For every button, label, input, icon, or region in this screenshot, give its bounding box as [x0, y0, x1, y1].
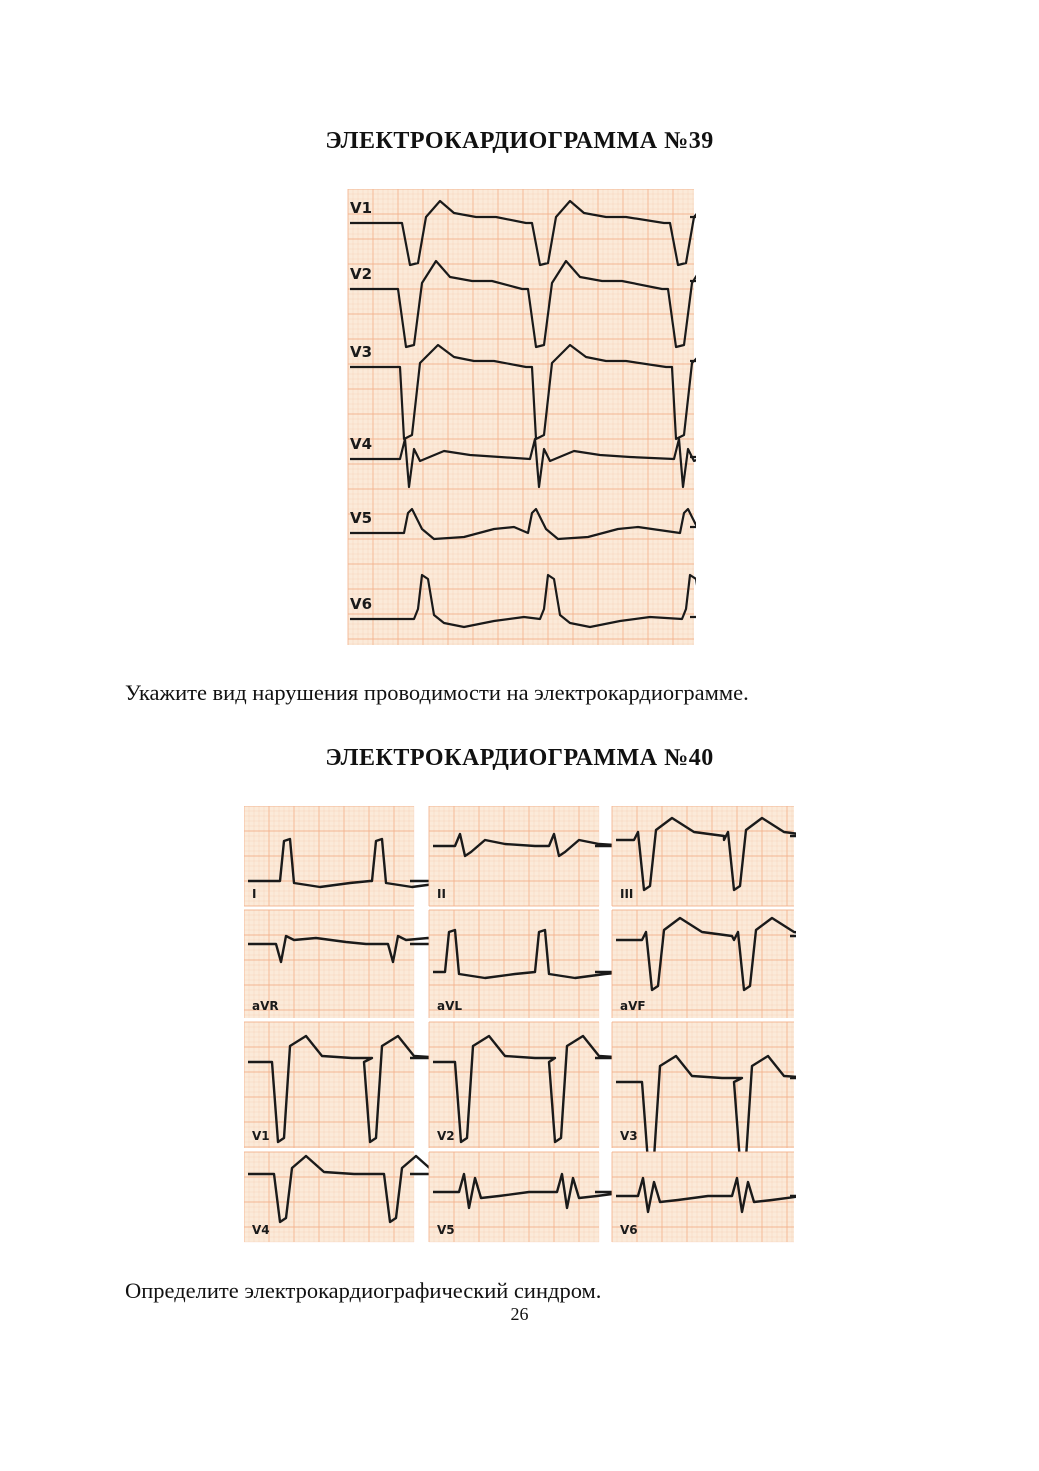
ecg-grid — [612, 1022, 794, 1148]
lead-label-v1: V1 — [252, 1129, 270, 1143]
lead-label-avf: aVF — [620, 999, 646, 1013]
lead-label-v3: V3 — [350, 343, 373, 361]
lead-label-iii: III — [620, 887, 634, 901]
lead-label-v4: V4 — [252, 1223, 270, 1237]
ecg-grid — [429, 806, 599, 906]
heading-ecg-40: ЭЛЕКТРОКАРДИОГРАММА №40 — [325, 745, 714, 771]
ecg-grid — [244, 806, 414, 906]
lead-label-v4: V4 — [350, 435, 373, 453]
lead-label-i: I — [252, 887, 257, 901]
lead-label-avr: aVR — [252, 999, 279, 1013]
lead-label-v1: V1 — [350, 199, 373, 217]
lead-label-v5: V5 — [350, 509, 373, 527]
ecg-grid — [348, 189, 694, 645]
question-ecg-40: Определите электрокардиографический синдром. — [125, 1278, 602, 1303]
ecg-39-image — [344, 189, 696, 647]
page-number: 26 — [510, 1304, 529, 1324]
lead-label-v6: V6 — [350, 595, 373, 613]
lead-label-ii: II — [437, 887, 446, 901]
lead-label-v2: V2 — [350, 265, 373, 283]
ecg-40-image — [244, 806, 796, 1243]
lead-label-v2: V2 — [437, 1129, 455, 1143]
lead-label-v6: V6 — [620, 1223, 638, 1237]
question-ecg-39: Укажите вид нарушения проводимости на электрокардиограмме. — [125, 680, 749, 705]
lead-label-v3: V3 — [620, 1129, 638, 1143]
lead-label-v5: V5 — [437, 1223, 455, 1237]
lead-label-avl: aVL — [437, 999, 463, 1013]
heading-ecg-39: ЭЛЕКТРОКАРДИОГРАММА №39 — [325, 128, 714, 154]
